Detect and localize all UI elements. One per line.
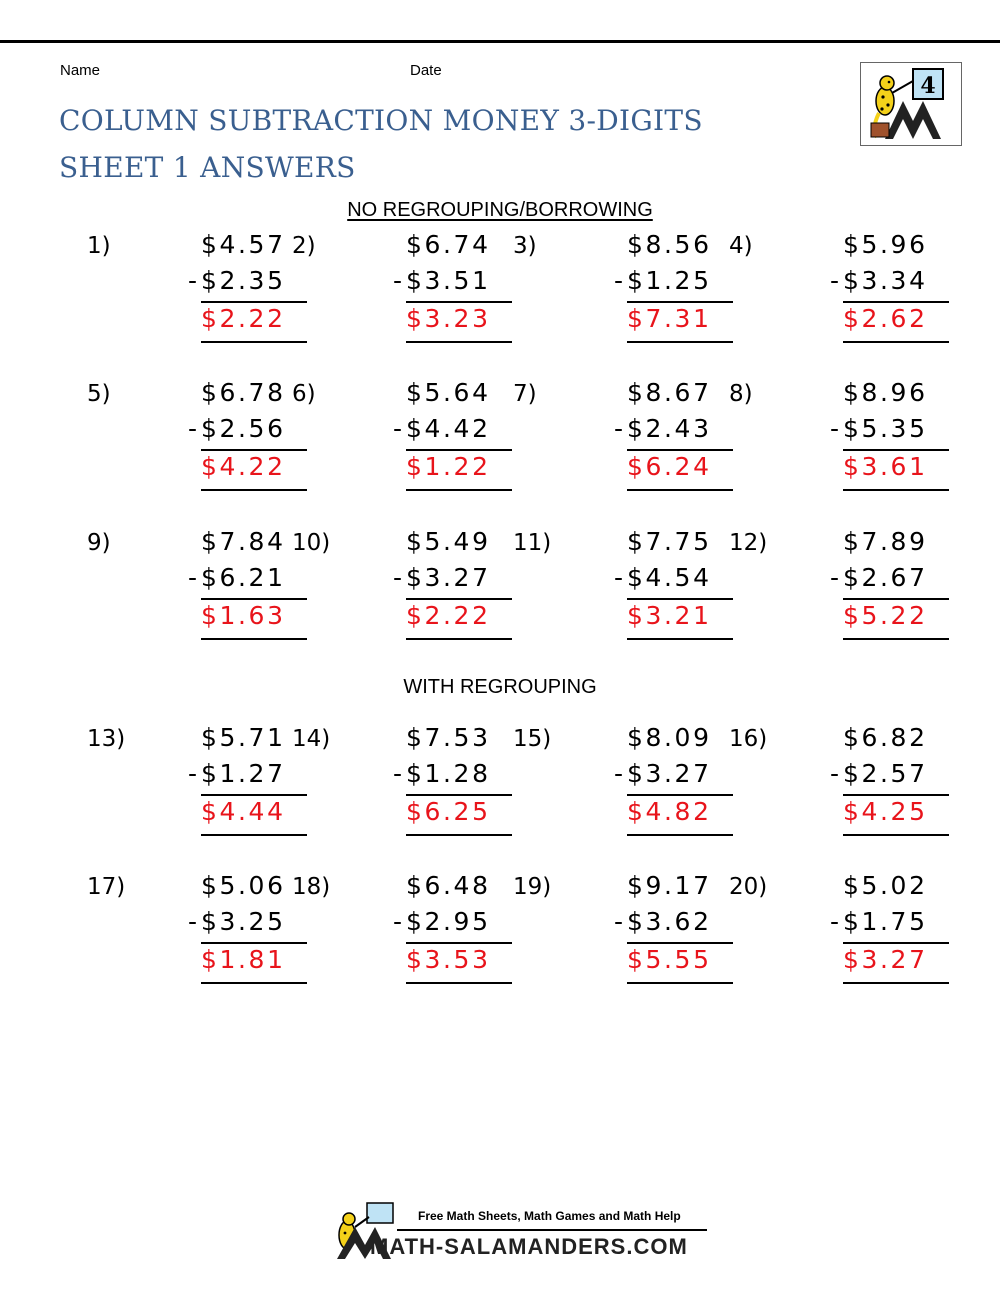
top-rule xyxy=(0,40,1000,43)
worksheet-subtitle: SHEET 1 ANSWERS xyxy=(59,151,356,184)
answer: $2.22 xyxy=(406,601,491,630)
problem-number: 2) xyxy=(292,233,316,259)
problem-18 xyxy=(292,871,512,984)
problem-number: 8) xyxy=(729,381,753,407)
subtrahend: $3.27 xyxy=(627,759,712,788)
minuend: $5.06 xyxy=(201,871,286,900)
minuend: $8.67 xyxy=(627,378,712,407)
answer: $2.62 xyxy=(843,304,928,333)
problem-number: 14) xyxy=(292,726,331,752)
problem-17 xyxy=(87,871,307,984)
minuend: $4.57 xyxy=(201,230,286,259)
operation-line xyxy=(843,598,949,600)
subtrahend: $1.27 xyxy=(201,759,286,788)
answer: $1.63 xyxy=(201,601,286,630)
subtrahend: $4.54 xyxy=(627,563,712,592)
answer-line xyxy=(406,982,512,984)
problem-number: 5) xyxy=(87,381,111,407)
subtrahend: $2.43 xyxy=(627,414,712,443)
minuend: $5.64 xyxy=(406,378,491,407)
answer: $4.44 xyxy=(201,797,286,826)
problem-3 xyxy=(513,230,733,343)
problem-number: 13) xyxy=(87,726,126,752)
problem-8 xyxy=(729,378,949,491)
problem-number: 19) xyxy=(513,874,552,900)
subtrahend: $3.27 xyxy=(406,563,491,592)
minus-sign: - xyxy=(613,266,623,295)
minuend: $6.48 xyxy=(406,871,491,900)
operation-line xyxy=(627,598,733,600)
answer-line xyxy=(843,489,949,491)
problem-number: 9) xyxy=(87,530,111,556)
answer: $6.24 xyxy=(627,452,712,481)
answer-line xyxy=(406,834,512,836)
subtrahend: $1.28 xyxy=(406,759,491,788)
answer-line xyxy=(627,834,733,836)
minuend: $5.71 xyxy=(201,723,286,752)
minuend: $5.96 xyxy=(843,230,928,259)
minus-sign: - xyxy=(613,414,623,443)
section-heading-with-regrouping: WITH REGROUPING xyxy=(403,676,597,698)
minuend: $6.82 xyxy=(843,723,928,752)
operation-line xyxy=(406,794,512,796)
subtrahend: $5.35 xyxy=(843,414,928,443)
subtrahend: $3.34 xyxy=(843,266,928,295)
minus-sign: - xyxy=(613,563,623,592)
problem-9 xyxy=(87,527,307,640)
answer-line xyxy=(843,982,949,984)
answer: $4.25 xyxy=(843,797,928,826)
minus-sign: - xyxy=(392,759,402,788)
subtrahend: $3.25 xyxy=(201,907,286,936)
minuend: $9.17 xyxy=(627,871,712,900)
answer: $5.55 xyxy=(627,945,712,974)
answer: $5.22 xyxy=(843,601,928,630)
answer-line xyxy=(627,638,733,640)
footer-site-link[interactable]: MATH-SALAMANDERS.COM xyxy=(370,1234,688,1259)
answer: $4.22 xyxy=(201,452,286,481)
problem-number: 10) xyxy=(292,530,331,556)
operation-line xyxy=(406,598,512,600)
subtrahend: $2.56 xyxy=(201,414,286,443)
problem-2 xyxy=(292,230,512,343)
problem-10 xyxy=(292,527,512,640)
section-heading-no-regrouping: NO REGROUPING/BORROWING xyxy=(347,199,653,221)
answer: $3.21 xyxy=(627,601,712,630)
name-label: Name xyxy=(60,62,101,79)
minus-sign: - xyxy=(829,414,839,443)
subtrahend: $2.35 xyxy=(201,266,286,295)
problem-number: 6) xyxy=(292,381,316,407)
answer-line xyxy=(843,638,949,640)
answer: $3.61 xyxy=(843,452,928,481)
problem-number: 7) xyxy=(513,381,537,407)
problem-number: 1) xyxy=(87,233,111,259)
operation-line xyxy=(843,449,949,451)
subtrahend: $3.62 xyxy=(627,907,712,936)
subtrahend: $6.21 xyxy=(201,563,286,592)
minus-sign: - xyxy=(187,907,197,936)
problem-11 xyxy=(513,527,733,640)
operation-line xyxy=(843,301,949,303)
problem-16 xyxy=(729,723,949,836)
salamander-logo-icon xyxy=(861,63,961,145)
problem-13 xyxy=(87,723,307,836)
problem-number: 12) xyxy=(729,530,768,556)
minuend: $5.02 xyxy=(843,871,928,900)
answer-line xyxy=(843,341,949,343)
subtrahend: $4.42 xyxy=(406,414,491,443)
problem-number: 4) xyxy=(729,233,753,259)
problem-12 xyxy=(729,527,949,640)
minuend: $7.89 xyxy=(843,527,928,556)
problem-1 xyxy=(87,230,307,343)
subtrahend: $1.25 xyxy=(627,266,712,295)
minus-sign: - xyxy=(187,759,197,788)
subtrahend: $2.67 xyxy=(843,563,928,592)
operation-line xyxy=(843,794,949,796)
answer: $1.81 xyxy=(201,945,286,974)
answer-line xyxy=(406,341,512,343)
minus-sign: - xyxy=(829,563,839,592)
minuend: $7.75 xyxy=(627,527,712,556)
minus-sign: - xyxy=(829,266,839,295)
footer-tagline: Free Math Sheets, Math Games and Math Help xyxy=(418,1209,681,1223)
minus-sign: - xyxy=(392,266,402,295)
minuend: $7.53 xyxy=(406,723,491,752)
operation-line xyxy=(627,301,733,303)
operation-line xyxy=(406,942,512,944)
minus-sign: - xyxy=(392,414,402,443)
minus-sign: - xyxy=(829,759,839,788)
minus-sign: - xyxy=(187,563,197,592)
subtrahend: $3.51 xyxy=(406,266,491,295)
answer-line xyxy=(406,489,512,491)
answer-line xyxy=(406,638,512,640)
operation-line xyxy=(627,794,733,796)
problem-number: 3) xyxy=(513,233,537,259)
answer: $7.31 xyxy=(627,304,712,333)
answer: $4.82 xyxy=(627,797,712,826)
operation-line xyxy=(406,301,512,303)
minuend: $6.78 xyxy=(201,378,286,407)
minuend: $7.84 xyxy=(201,527,286,556)
answer-line xyxy=(627,982,733,984)
answer-line xyxy=(843,834,949,836)
subtrahend: $1.75 xyxy=(843,907,928,936)
minuend: $8.56 xyxy=(627,230,712,259)
worksheet-title: COLUMN SUBTRACTION MONEY 3-DIGITS xyxy=(59,104,703,137)
answer-line xyxy=(627,489,733,491)
answer: $6.25 xyxy=(406,797,491,826)
minus-sign: - xyxy=(392,907,402,936)
problem-7 xyxy=(513,378,733,491)
problem-15 xyxy=(513,723,733,836)
problem-number: 15) xyxy=(513,726,552,752)
operation-line xyxy=(843,942,949,944)
answer: $3.53 xyxy=(406,945,491,974)
answer: $3.27 xyxy=(843,945,928,974)
minuend: $5.49 xyxy=(406,527,491,556)
answer: $1.22 xyxy=(406,452,491,481)
problem-5 xyxy=(87,378,307,491)
operation-line xyxy=(406,449,512,451)
answer: $3.23 xyxy=(406,304,491,333)
subtrahend: $2.57 xyxy=(843,759,928,788)
grade-logo xyxy=(860,62,962,146)
problem-number: 18) xyxy=(292,874,331,900)
problem-14 xyxy=(292,723,512,836)
minus-sign: - xyxy=(187,414,197,443)
problem-number: 16) xyxy=(729,726,768,752)
minus-sign: - xyxy=(829,907,839,936)
minuend: $8.96 xyxy=(843,378,928,407)
problem-19 xyxy=(513,871,733,984)
answer-line xyxy=(627,341,733,343)
minus-sign: - xyxy=(613,759,623,788)
operation-line xyxy=(627,449,733,451)
problem-number: 11) xyxy=(513,530,552,556)
minuend: $8.09 xyxy=(627,723,712,752)
minus-sign: - xyxy=(613,907,623,936)
logo-grade-number: 4 xyxy=(920,73,936,99)
problem-20 xyxy=(729,871,949,984)
answer: $2.22 xyxy=(201,304,286,333)
problem-6 xyxy=(292,378,512,491)
subtrahend: $2.95 xyxy=(406,907,491,936)
problem-number: 17) xyxy=(87,874,126,900)
operation-line xyxy=(627,942,733,944)
problem-number: 20) xyxy=(729,874,768,900)
minus-sign: - xyxy=(392,563,402,592)
date-label: Date xyxy=(410,62,442,79)
minuend: $6.74 xyxy=(406,230,491,259)
minus-sign: - xyxy=(187,266,197,295)
problem-4 xyxy=(729,230,949,343)
